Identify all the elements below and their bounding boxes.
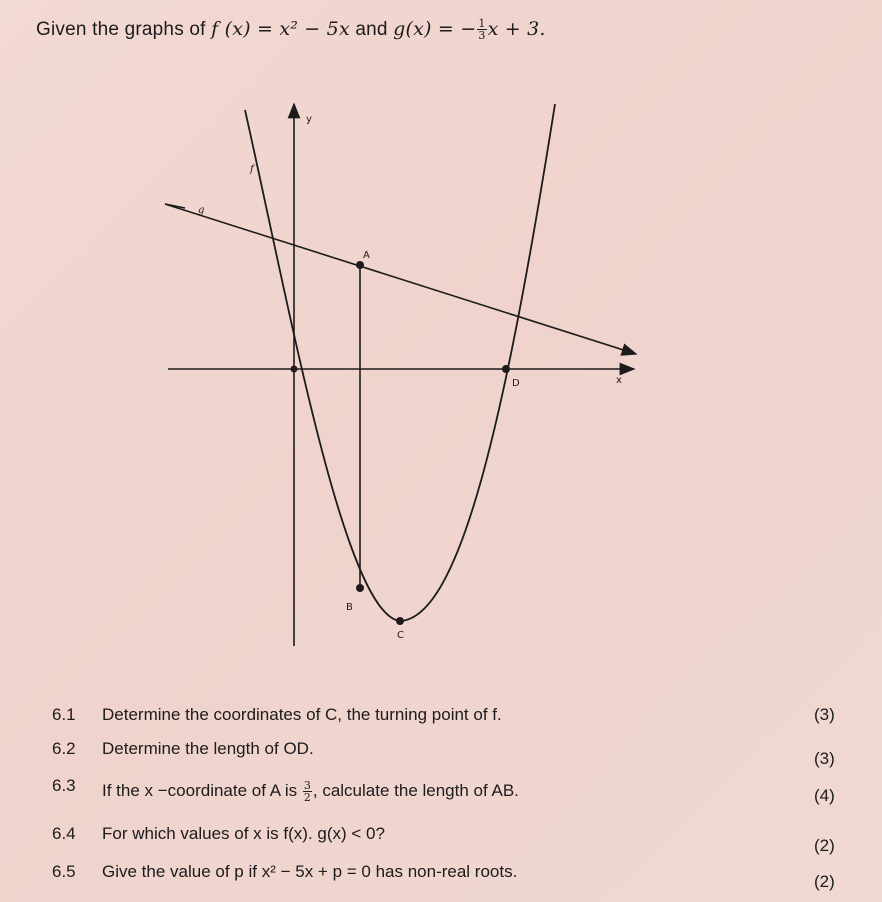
question-text-before: If the x −coordinate of A is [102, 780, 302, 800]
point-c [396, 617, 404, 625]
question-text-after: , calculate the length of AB. [312, 780, 519, 800]
question-number: 6.2 [52, 739, 76, 758]
question-6-3 [0, 776, 882, 810]
point-d-label: D [512, 378, 520, 389]
question-fraction-denominator: 2 [303, 791, 311, 804]
question-6-4 [0, 824, 882, 854]
question-6-5 [0, 862, 882, 892]
question-number: 6.3 [52, 776, 76, 795]
question-text: Determine the coordinates of C, the turning point of f. [102, 705, 502, 724]
question-text: For which values of x is f(x). g(x) < 0? [102, 824, 385, 843]
point-c-label: C [397, 630, 404, 641]
line-g [165, 204, 636, 354]
question-text: Give the value of p if x² − 5x + p = 0 has non-real roots. [102, 862, 518, 881]
f-label: f [250, 164, 254, 175]
question-text [102, 780, 519, 803]
point-d [502, 365, 510, 373]
g-label: g [198, 205, 205, 216]
g-definition-lhs: g(x) = − [393, 18, 477, 40]
question-marks: (3) [814, 705, 835, 724]
question-number: 6.1 [52, 705, 76, 724]
question-number: 6.4 [52, 824, 76, 843]
f-definition: f (x) = x² − 5x [211, 18, 350, 40]
parabola-f [245, 104, 555, 621]
g-fraction-numerator: 1 [478, 17, 486, 31]
y-axis-label: y [306, 114, 312, 125]
point-a [356, 261, 364, 269]
question-text: Determine the length of OD. [102, 739, 314, 758]
x-axis-label: x [616, 375, 622, 386]
question-fraction-numerator: 3 [303, 779, 311, 792]
intro-and: and [349, 19, 394, 40]
point-a-label: A [363, 250, 370, 261]
question-number: 6.5 [52, 862, 76, 881]
question-marks: (3) [814, 749, 835, 768]
question-6-2 [0, 739, 882, 769]
g-definition-rhs: x + 3. [487, 18, 546, 40]
question-fraction [303, 780, 312, 803]
question-6-1 [0, 705, 882, 735]
point-b-label: B [346, 602, 353, 613]
origin-point [291, 366, 298, 373]
question-marks: (4) [814, 786, 835, 805]
point-b [356, 584, 364, 592]
g-fraction-denominator: 3 [478, 29, 486, 43]
question-marks: (2) [814, 872, 835, 891]
question-marks: (2) [814, 836, 835, 855]
intro-prefix: Given the graphs of [36, 19, 212, 40]
